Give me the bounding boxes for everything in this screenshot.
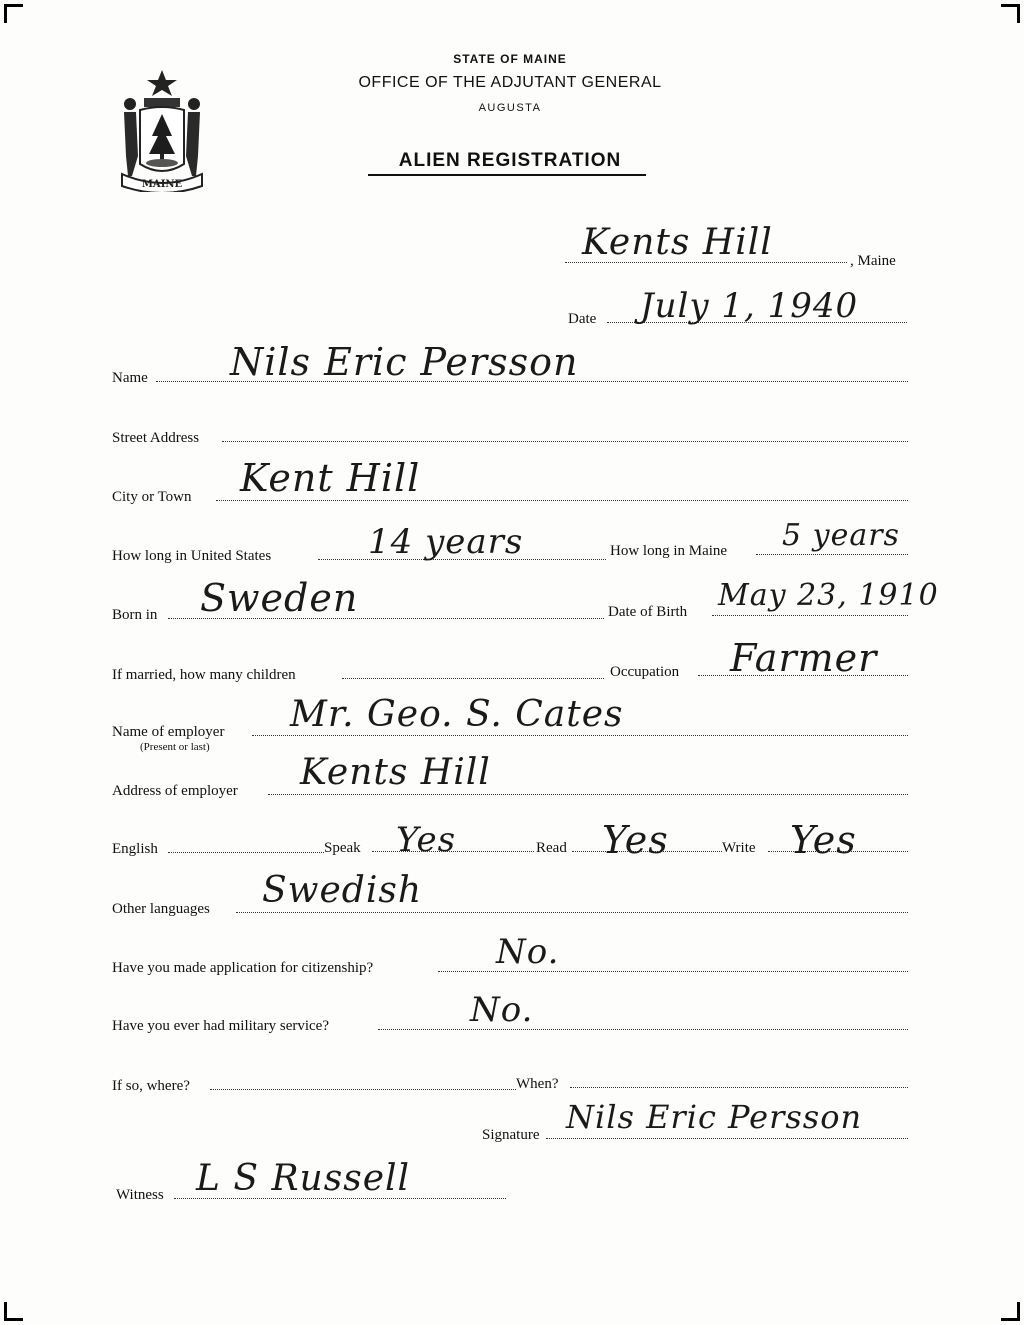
state-heading: STATE OF MAINE xyxy=(453,52,567,66)
street-line xyxy=(222,441,908,442)
married-line xyxy=(342,678,604,679)
dob-label: Date of Birth xyxy=(608,604,688,620)
name-label: Name xyxy=(112,370,148,386)
dob-value: May 23, 1910 xyxy=(718,578,939,613)
how-long-us-label: How long in United States xyxy=(112,548,272,564)
employer-address-value: Kents Hill xyxy=(300,752,491,793)
speak-label: Speak xyxy=(324,840,361,856)
date-label: Date xyxy=(568,311,597,327)
date-value: July 1, 1940 xyxy=(640,286,859,326)
when-line xyxy=(570,1087,908,1088)
how-long-maine-line xyxy=(756,554,908,555)
city-heading: AUGUSTA xyxy=(478,102,542,114)
english-label: English xyxy=(112,841,158,857)
city-line xyxy=(216,500,908,501)
where-label: If so, where? xyxy=(112,1078,190,1094)
read-value: Yes xyxy=(602,818,669,862)
other-languages-line xyxy=(236,912,908,913)
occupation-value: Farmer xyxy=(730,636,878,680)
how-long-maine-label: How long in Maine xyxy=(610,543,728,559)
military-line xyxy=(378,1029,908,1030)
born-in-label: Born in xyxy=(112,607,158,623)
form-title: ALIEN REGISTRATION xyxy=(398,150,622,171)
maine-label: , Maine xyxy=(850,253,896,269)
write-value: Yes xyxy=(790,818,857,862)
other-languages-value: Swedish xyxy=(262,870,422,911)
witness-label: Witness xyxy=(116,1187,164,1203)
write-label: Write xyxy=(722,840,756,856)
employer-address-label: Address of employer xyxy=(112,783,238,799)
citizenship-value: No. xyxy=(496,932,560,972)
town-value: Kents Hill xyxy=(582,222,773,263)
signature-value: Nils Eric Persson xyxy=(566,1098,863,1136)
scan-corner-top-right xyxy=(1001,4,1020,23)
signature-label: Signature xyxy=(482,1127,540,1143)
born-in-value: Sweden xyxy=(200,576,359,620)
where-line xyxy=(210,1089,516,1090)
employer-label: Name of employer xyxy=(112,724,225,740)
speak-value: Yes xyxy=(396,820,457,860)
military-label: Have you ever had military service? xyxy=(112,1018,329,1034)
employer-note: (Present or last) xyxy=(140,741,210,753)
svg-text:MAINE: MAINE xyxy=(141,179,183,190)
citizenship-label: Have you made application for citizenship? xyxy=(112,960,374,976)
read-label: Read xyxy=(536,840,567,856)
office-heading: OFFICE OF THE ADJUTANT GENERAL xyxy=(358,74,662,91)
name-value: Nils Eric Persson xyxy=(230,340,579,384)
title-underline xyxy=(368,174,646,176)
military-value: No. xyxy=(470,990,534,1030)
occupation-label: Occupation xyxy=(610,664,680,680)
other-languages-label: Other languages xyxy=(112,901,210,917)
employer-value: Mr. Geo. S. Cates xyxy=(290,694,624,735)
scan-corner-bottom-left xyxy=(4,1302,23,1321)
how-long-us-value: 14 years xyxy=(368,522,524,562)
english-line xyxy=(168,852,324,853)
scan-corner-bottom-right xyxy=(1001,1302,1020,1321)
scan-corner-top-left xyxy=(4,4,23,23)
how-long-maine-value: 5 years xyxy=(782,518,900,553)
married-label: If married, how many children xyxy=(112,667,296,683)
when-label: When? xyxy=(516,1076,559,1092)
city-label: City or Town xyxy=(112,489,192,505)
dob-line xyxy=(712,615,908,616)
employer-address-line xyxy=(268,794,908,795)
employer-line xyxy=(252,735,908,736)
state-seal-icon xyxy=(108,66,216,192)
city-value: Kent Hill xyxy=(240,456,421,500)
signature-line xyxy=(546,1138,908,1139)
street-label: Street Address xyxy=(112,430,200,446)
witness-value: L S Russell xyxy=(196,1158,411,1199)
